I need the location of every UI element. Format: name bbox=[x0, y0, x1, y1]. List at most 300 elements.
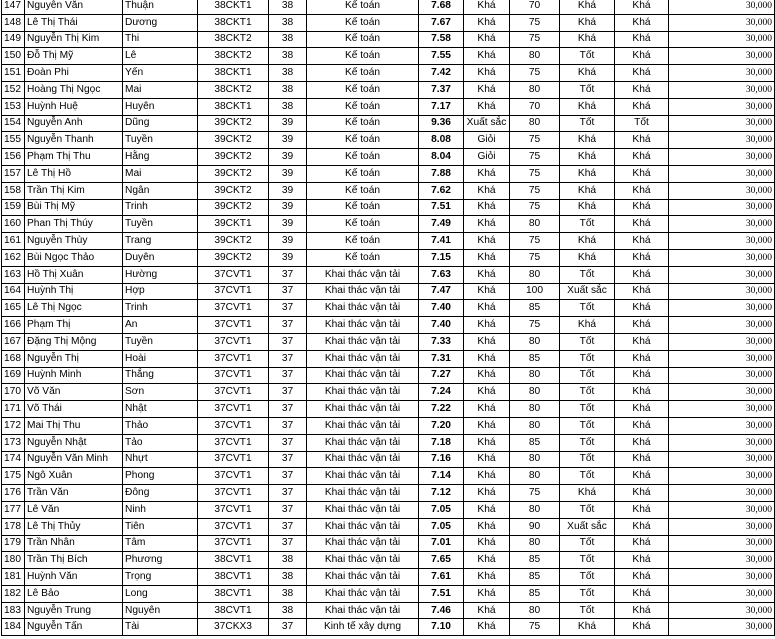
class-cell: 38CKT2 bbox=[198, 81, 269, 98]
cohort-cell: 37 bbox=[269, 300, 307, 317]
table-row bbox=[2, 350, 775, 367]
academic-rank-cell: Khá bbox=[464, 31, 510, 48]
overall-rank-cell: Khá bbox=[615, 48, 669, 65]
academic-rank-cell: Khá bbox=[464, 233, 510, 250]
gpa-cell: 7.27 bbox=[419, 367, 464, 384]
conduct-score-cell: 80 bbox=[510, 81, 560, 98]
amount-cell: 30,000 bbox=[669, 216, 775, 233]
gpa-cell: 7.20 bbox=[419, 417, 464, 434]
amount-cell: 30,000 bbox=[669, 300, 775, 317]
conduct-score-cell: 80 bbox=[510, 535, 560, 552]
cohort-cell: 37 bbox=[269, 434, 307, 451]
conduct-score-cell: 75 bbox=[510, 65, 560, 82]
overall-rank-cell: Khá bbox=[615, 149, 669, 166]
major-cell: Khai thác vận tải bbox=[307, 317, 419, 334]
stt-cell: 156 bbox=[2, 149, 25, 166]
stt-cell: 149 bbox=[2, 31, 25, 48]
last-name-cell: Đỗ Thị Mỹ bbox=[25, 48, 123, 65]
cohort-cell: 38 bbox=[269, 0, 307, 14]
first-name-cell: Hợp bbox=[123, 283, 198, 300]
stt-cell: 179 bbox=[2, 535, 25, 552]
class-cell: 37CVT1 bbox=[198, 367, 269, 384]
amount-cell: 30,000 bbox=[669, 149, 775, 166]
stt-cell: 177 bbox=[2, 501, 25, 518]
first-name-cell: Mai bbox=[123, 81, 198, 98]
gpa-cell: 7.40 bbox=[419, 300, 464, 317]
major-cell: Khai thác vận tải bbox=[307, 401, 419, 418]
cohort-cell: 37 bbox=[269, 451, 307, 468]
cohort-cell: 39 bbox=[269, 115, 307, 132]
academic-rank-cell: Khá bbox=[464, 65, 510, 82]
major-cell: Khai thác vận tải bbox=[307, 468, 419, 485]
first-name-cell: Trinh bbox=[123, 199, 198, 216]
gpa-cell: 7.17 bbox=[419, 98, 464, 115]
amount-cell: 30,000 bbox=[669, 266, 775, 283]
stt-cell: 160 bbox=[2, 216, 25, 233]
last-name-cell: Nguyễn Thùy bbox=[25, 233, 123, 250]
first-name-cell: Ninh bbox=[123, 501, 198, 518]
last-name-cell: Trần Nhân bbox=[25, 535, 123, 552]
academic-rank-cell: Giỏi bbox=[464, 149, 510, 166]
first-name-cell: Phương bbox=[123, 552, 198, 569]
stt-cell: 151 bbox=[2, 65, 25, 82]
amount-cell: 30,000 bbox=[669, 48, 775, 65]
conduct-score-cell: 75 bbox=[510, 14, 560, 31]
conduct-score-cell: 70 bbox=[510, 0, 560, 14]
last-name-cell: Lê Thị Hồ bbox=[25, 165, 123, 182]
gpa-cell: 7.31 bbox=[419, 350, 464, 367]
cohort-cell: 38 bbox=[269, 81, 307, 98]
class-cell: 38CKT1 bbox=[198, 0, 269, 14]
conduct-rank-cell: Tốt bbox=[560, 401, 615, 418]
major-cell: Kế toán bbox=[307, 81, 419, 98]
class-cell: 39CKT2 bbox=[198, 115, 269, 132]
gpa-cell: 7.42 bbox=[419, 65, 464, 82]
conduct-rank-cell: Tốt bbox=[560, 266, 615, 283]
first-name-cell: Trinh bbox=[123, 300, 198, 317]
conduct-rank-cell: Khá bbox=[560, 14, 615, 31]
amount-cell: 30,000 bbox=[669, 233, 775, 250]
table-row bbox=[2, 249, 775, 266]
first-name-cell: Hoài bbox=[123, 350, 198, 367]
first-name-cell: Dương bbox=[123, 14, 198, 31]
major-cell: Khai thác vận tải bbox=[307, 300, 419, 317]
class-cell: 37CVT1 bbox=[198, 451, 269, 468]
overall-rank-cell: Khá bbox=[615, 518, 669, 535]
stt-cell: 176 bbox=[2, 485, 25, 502]
gpa-cell: 8.08 bbox=[419, 132, 464, 149]
amount-cell: 30,000 bbox=[669, 0, 775, 14]
conduct-rank-cell: Tốt bbox=[560, 350, 615, 367]
academic-rank-cell: Khá bbox=[464, 585, 510, 602]
conduct-score-cell: 80 bbox=[510, 501, 560, 518]
academic-rank-cell: Khá bbox=[464, 48, 510, 65]
first-name-cell: Thảo bbox=[123, 417, 198, 434]
amount-cell: 30,000 bbox=[669, 451, 775, 468]
major-cell: Kế toán bbox=[307, 165, 419, 182]
major-cell: Khai thác vận tải bbox=[307, 367, 419, 384]
class-cell: 39CKT2 bbox=[198, 182, 269, 199]
stt-cell: 168 bbox=[2, 350, 25, 367]
amount-cell: 30,000 bbox=[669, 31, 775, 48]
class-cell: 39CKT2 bbox=[198, 149, 269, 166]
class-cell: 37CVT1 bbox=[198, 434, 269, 451]
class-cell: 37CVT1 bbox=[198, 384, 269, 401]
overall-rank-cell: Khá bbox=[615, 451, 669, 468]
academic-rank-cell: Khá bbox=[464, 417, 510, 434]
major-cell: Kế toán bbox=[307, 14, 419, 31]
academic-rank-cell: Khá bbox=[464, 384, 510, 401]
conduct-rank-cell: Tốt bbox=[560, 585, 615, 602]
major-cell: Kế toán bbox=[307, 0, 419, 14]
stt-cell: 174 bbox=[2, 451, 25, 468]
cohort-cell: 37 bbox=[269, 518, 307, 535]
cohort-cell: 37 bbox=[269, 367, 307, 384]
academic-rank-cell: Khá bbox=[464, 266, 510, 283]
overall-rank-cell: Khá bbox=[615, 165, 669, 182]
last-name-cell: Lê Thị Thái bbox=[25, 14, 123, 31]
last-name-cell: Phạm Thị bbox=[25, 317, 123, 334]
table-row bbox=[2, 602, 775, 619]
academic-rank-cell: Khá bbox=[464, 300, 510, 317]
cohort-cell: 38 bbox=[269, 552, 307, 569]
conduct-rank-cell: Tốt bbox=[560, 367, 615, 384]
last-name-cell: Trần Thị Bích bbox=[25, 552, 123, 569]
major-cell: Kế toán bbox=[307, 233, 419, 250]
conduct-rank-cell: Khá bbox=[560, 165, 615, 182]
cohort-cell: 39 bbox=[269, 233, 307, 250]
overall-rank-cell: Khá bbox=[615, 132, 669, 149]
first-name-cell: Dũng bbox=[123, 115, 198, 132]
class-cell: 37CVT1 bbox=[198, 300, 269, 317]
amount-cell: 30,000 bbox=[669, 14, 775, 31]
academic-rank-cell: Khá bbox=[464, 485, 510, 502]
conduct-score-cell: 75 bbox=[510, 31, 560, 48]
gpa-cell: 7.37 bbox=[419, 81, 464, 98]
last-name-cell: Huỳnh Huệ bbox=[25, 98, 123, 115]
first-name-cell: Phong bbox=[123, 468, 198, 485]
table-row bbox=[2, 485, 775, 502]
conduct-rank-cell: Tốt bbox=[560, 333, 615, 350]
table-row bbox=[2, 132, 775, 149]
gpa-cell: 7.33 bbox=[419, 333, 464, 350]
class-cell: 37CVT1 bbox=[198, 283, 269, 300]
first-name-cell: Sơn bbox=[123, 384, 198, 401]
gpa-cell: 7.61 bbox=[419, 569, 464, 586]
first-name-cell: Nguyên bbox=[123, 602, 198, 619]
gpa-cell: 7.51 bbox=[419, 585, 464, 602]
stt-cell: 162 bbox=[2, 249, 25, 266]
table-row bbox=[2, 216, 775, 233]
conduct-score-cell: 85 bbox=[510, 569, 560, 586]
gpa-cell: 7.41 bbox=[419, 233, 464, 250]
gpa-cell: 7.14 bbox=[419, 468, 464, 485]
table-row bbox=[2, 48, 775, 65]
gpa-cell: 7.46 bbox=[419, 602, 464, 619]
conduct-rank-cell: Khá bbox=[560, 317, 615, 334]
last-name-cell: Lê Thị Ngọc bbox=[25, 300, 123, 317]
academic-rank-cell: Xuất sắc bbox=[464, 115, 510, 132]
major-cell: Khai thác vận tải bbox=[307, 585, 419, 602]
academic-rank-cell: Khá bbox=[464, 535, 510, 552]
conduct-score-cell: 80 bbox=[510, 216, 560, 233]
major-cell: Khai thác vận tải bbox=[307, 434, 419, 451]
table-row bbox=[2, 31, 775, 48]
stt-cell: 169 bbox=[2, 367, 25, 384]
amount-cell: 30,000 bbox=[669, 569, 775, 586]
stt-cell: 170 bbox=[2, 384, 25, 401]
amount-cell: 30,000 bbox=[669, 249, 775, 266]
conduct-score-cell: 80 bbox=[510, 417, 560, 434]
first-name-cell: An bbox=[123, 317, 198, 334]
conduct-rank-cell: Tốt bbox=[560, 501, 615, 518]
table-row bbox=[2, 115, 775, 132]
amount-cell: 30,000 bbox=[669, 333, 775, 350]
amount-cell: 30,000 bbox=[669, 132, 775, 149]
amount-cell: 30,000 bbox=[669, 485, 775, 502]
first-name-cell: Mai bbox=[123, 165, 198, 182]
stt-cell: 181 bbox=[2, 569, 25, 586]
stt-cell: 150 bbox=[2, 48, 25, 65]
overall-rank-cell: Khá bbox=[615, 367, 669, 384]
amount-cell: 30,000 bbox=[669, 81, 775, 98]
conduct-rank-cell: Khá bbox=[560, 199, 615, 216]
last-name-cell: Đặng Thị Mộng bbox=[25, 333, 123, 350]
amount-cell: 30,000 bbox=[669, 283, 775, 300]
gpa-cell: 9.36 bbox=[419, 115, 464, 132]
conduct-score-cell: 80 bbox=[510, 115, 560, 132]
cohort-cell: 39 bbox=[269, 216, 307, 233]
conduct-rank-cell: Tốt bbox=[560, 48, 615, 65]
overall-rank-cell: Khá bbox=[615, 199, 669, 216]
major-cell: Khai thác vận tải bbox=[307, 569, 419, 586]
class-cell: 38CKT1 bbox=[198, 14, 269, 31]
gpa-cell: 7.05 bbox=[419, 501, 464, 518]
student-table bbox=[1, 0, 775, 636]
gpa-cell: 7.12 bbox=[419, 485, 464, 502]
academic-rank-cell: Khá bbox=[464, 518, 510, 535]
overall-rank-cell: Khá bbox=[615, 283, 669, 300]
overall-rank-cell: Khá bbox=[615, 569, 669, 586]
gpa-cell: 7.55 bbox=[419, 48, 464, 65]
table-row bbox=[2, 401, 775, 418]
overall-rank-cell: Khá bbox=[615, 249, 669, 266]
amount-cell: 30,000 bbox=[669, 518, 775, 535]
academic-rank-cell: Khá bbox=[464, 350, 510, 367]
conduct-rank-cell: Khá bbox=[560, 485, 615, 502]
cohort-cell: 39 bbox=[269, 149, 307, 166]
academic-rank-cell: Khá bbox=[464, 0, 510, 14]
class-cell: 37CKX3 bbox=[198, 619, 269, 636]
first-name-cell: Thắng bbox=[123, 367, 198, 384]
stt-cell: 184 bbox=[2, 619, 25, 636]
conduct-rank-cell: Khá bbox=[560, 132, 615, 149]
major-cell: Kế toán bbox=[307, 31, 419, 48]
first-name-cell: Nhựt bbox=[123, 451, 198, 468]
amount-cell: 30,000 bbox=[669, 535, 775, 552]
major-cell: Khai thác vận tải bbox=[307, 384, 419, 401]
cohort-cell: 38 bbox=[269, 14, 307, 31]
academic-rank-cell: Khá bbox=[464, 81, 510, 98]
cohort-cell: 37 bbox=[269, 350, 307, 367]
table-row bbox=[2, 518, 775, 535]
class-cell: 38CVT1 bbox=[198, 585, 269, 602]
table-row bbox=[2, 535, 775, 552]
conduct-rank-cell: Tốt bbox=[560, 535, 615, 552]
conduct-rank-cell: Xuất sắc bbox=[560, 518, 615, 535]
stt-cell: 163 bbox=[2, 266, 25, 283]
conduct-score-cell: 100 bbox=[510, 283, 560, 300]
table-row bbox=[2, 65, 775, 82]
table-row bbox=[2, 585, 775, 602]
major-cell: Kế toán bbox=[307, 65, 419, 82]
last-name-cell: Nguyễn Thị Kim bbox=[25, 31, 123, 48]
last-name-cell: Nguyễn Thị bbox=[25, 350, 123, 367]
overall-rank-cell: Khá bbox=[615, 300, 669, 317]
conduct-rank-cell: Tốt bbox=[560, 468, 615, 485]
last-name-cell: Huỳnh Thị bbox=[25, 283, 123, 300]
cohort-cell: 37 bbox=[269, 317, 307, 334]
last-name-cell: Võ Văn bbox=[25, 384, 123, 401]
overall-rank-cell: Khá bbox=[615, 417, 669, 434]
table-row bbox=[2, 149, 775, 166]
table-row bbox=[2, 0, 775, 14]
cohort-cell: 39 bbox=[269, 132, 307, 149]
conduct-rank-cell: Tốt bbox=[560, 569, 615, 586]
conduct-rank-cell: Tốt bbox=[560, 417, 615, 434]
overall-rank-cell: Khá bbox=[615, 81, 669, 98]
overall-rank-cell: Khá bbox=[615, 182, 669, 199]
overall-rank-cell: Khá bbox=[615, 501, 669, 518]
amount-cell: 30,000 bbox=[669, 65, 775, 82]
table-row bbox=[2, 434, 775, 451]
last-name-cell: Ngô Xuân bbox=[25, 468, 123, 485]
conduct-score-cell: 90 bbox=[510, 518, 560, 535]
table-row bbox=[2, 317, 775, 334]
major-cell: Kế toán bbox=[307, 249, 419, 266]
table-row bbox=[2, 501, 775, 518]
overall-rank-cell: Khá bbox=[615, 401, 669, 418]
first-name-cell: Huyên bbox=[123, 98, 198, 115]
table-row bbox=[2, 384, 775, 401]
conduct-score-cell: 85 bbox=[510, 552, 560, 569]
cohort-cell: 38 bbox=[269, 602, 307, 619]
first-name-cell: Hường bbox=[123, 266, 198, 283]
last-name-cell: Nguyễn Thanh bbox=[25, 132, 123, 149]
major-cell: Khai thác vận tải bbox=[307, 350, 419, 367]
conduct-rank-cell: Khá bbox=[560, 31, 615, 48]
gpa-cell: 7.15 bbox=[419, 249, 464, 266]
amount-cell: 30,000 bbox=[669, 182, 775, 199]
cohort-cell: 37 bbox=[269, 417, 307, 434]
stt-cell: 164 bbox=[2, 283, 25, 300]
class-cell: 37CVT1 bbox=[198, 417, 269, 434]
academic-rank-cell: Khá bbox=[464, 165, 510, 182]
conduct-score-cell: 85 bbox=[510, 585, 560, 602]
last-name-cell: Nguyễn Nhật bbox=[25, 434, 123, 451]
class-cell: 37CVT1 bbox=[198, 468, 269, 485]
amount-cell: 30,000 bbox=[669, 384, 775, 401]
academic-rank-cell: Khá bbox=[464, 317, 510, 334]
amount-cell: 30,000 bbox=[669, 317, 775, 334]
class-cell: 39CKT1 bbox=[198, 216, 269, 233]
overall-rank-cell: Khá bbox=[615, 216, 669, 233]
major-cell: Khai thác vận tải bbox=[307, 501, 419, 518]
table-row bbox=[2, 417, 775, 434]
overall-rank-cell: Khá bbox=[615, 468, 669, 485]
overall-rank-cell: Tốt bbox=[615, 115, 669, 132]
gpa-cell: 7.05 bbox=[419, 518, 464, 535]
conduct-score-cell: 85 bbox=[510, 434, 560, 451]
first-name-cell: Hằng bbox=[123, 149, 198, 166]
conduct-rank-cell: Tốt bbox=[560, 451, 615, 468]
conduct-rank-cell: Tốt bbox=[560, 384, 615, 401]
first-name-cell: Yến bbox=[123, 65, 198, 82]
conduct-score-cell: 80 bbox=[510, 602, 560, 619]
first-name-cell: Tuyền bbox=[123, 333, 198, 350]
amount-cell: 30,000 bbox=[669, 434, 775, 451]
class-cell: 38CKT2 bbox=[198, 31, 269, 48]
conduct-rank-cell: Khá bbox=[560, 98, 615, 115]
stt-cell: 173 bbox=[2, 434, 25, 451]
table-row bbox=[2, 552, 775, 569]
conduct-rank-cell: Tốt bbox=[560, 115, 615, 132]
class-cell: 39CKT2 bbox=[198, 233, 269, 250]
gpa-cell: 7.63 bbox=[419, 266, 464, 283]
last-name-cell: Bùi Ngọc Thảo bbox=[25, 249, 123, 266]
cohort-cell: 37 bbox=[269, 333, 307, 350]
last-name-cell: Nguyễn Trung bbox=[25, 602, 123, 619]
cohort-cell: 38 bbox=[269, 48, 307, 65]
gpa-cell: 7.18 bbox=[419, 434, 464, 451]
stt-cell: 166 bbox=[2, 317, 25, 334]
academic-rank-cell: Khá bbox=[464, 98, 510, 115]
academic-rank-cell: Khá bbox=[464, 468, 510, 485]
overall-rank-cell: Khá bbox=[615, 535, 669, 552]
cohort-cell: 39 bbox=[269, 249, 307, 266]
amount-cell: 30,000 bbox=[669, 165, 775, 182]
cohort-cell: 39 bbox=[269, 199, 307, 216]
class-cell: 38CKT1 bbox=[198, 65, 269, 82]
class-cell: 37CVT1 bbox=[198, 350, 269, 367]
stt-cell: 165 bbox=[2, 300, 25, 317]
class-cell: 38CVT1 bbox=[198, 569, 269, 586]
cohort-cell: 37 bbox=[269, 535, 307, 552]
academic-rank-cell: Khá bbox=[464, 602, 510, 619]
major-cell: Kế toán bbox=[307, 115, 419, 132]
overall-rank-cell: Khá bbox=[615, 65, 669, 82]
stt-cell: 147 bbox=[2, 0, 25, 14]
overall-rank-cell: Khá bbox=[615, 350, 669, 367]
class-cell: 38CKT2 bbox=[198, 48, 269, 65]
stt-cell: 171 bbox=[2, 401, 25, 418]
overall-rank-cell: Khá bbox=[615, 552, 669, 569]
gpa-cell: 7.62 bbox=[419, 182, 464, 199]
conduct-score-cell: 85 bbox=[510, 300, 560, 317]
conduct-score-cell: 75 bbox=[510, 317, 560, 334]
table-body bbox=[2, 0, 775, 636]
gpa-cell: 7.22 bbox=[419, 401, 464, 418]
amount-cell: 30,000 bbox=[669, 552, 775, 569]
gpa-cell: 7.58 bbox=[419, 31, 464, 48]
conduct-rank-cell: Tốt bbox=[560, 216, 615, 233]
table-row bbox=[2, 619, 775, 636]
conduct-score-cell: 75 bbox=[510, 199, 560, 216]
overall-rank-cell: Khá bbox=[615, 619, 669, 636]
academic-rank-cell: Khá bbox=[464, 14, 510, 31]
table-row bbox=[2, 98, 775, 115]
conduct-score-cell: 80 bbox=[510, 48, 560, 65]
